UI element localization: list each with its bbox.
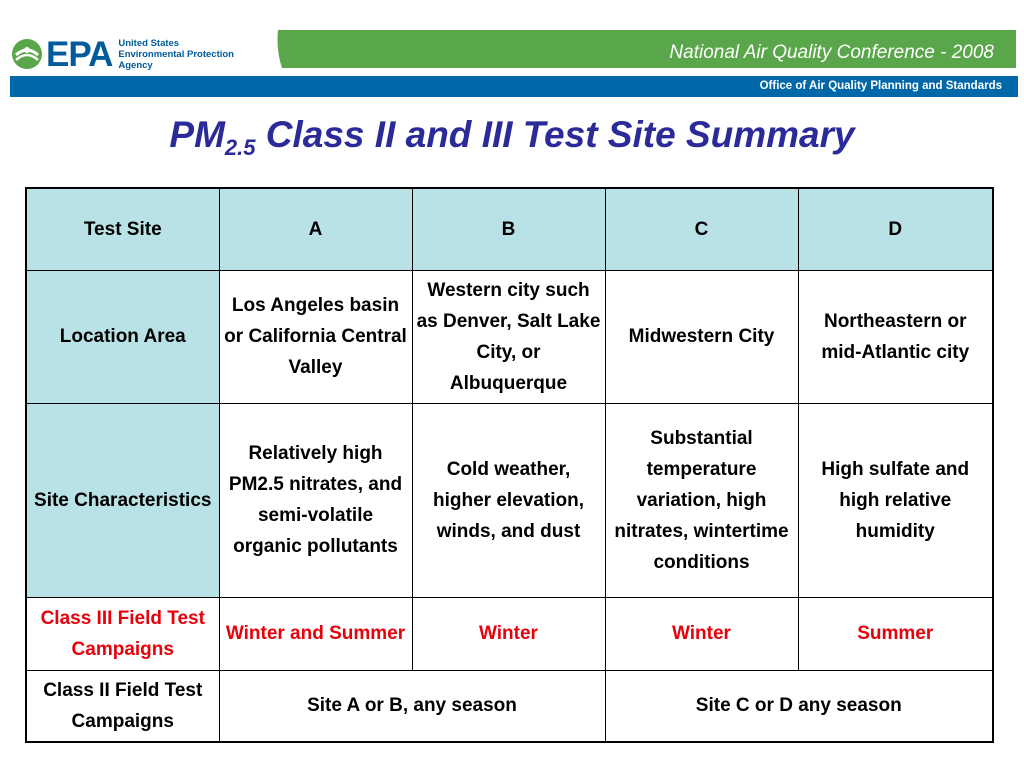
- location-label: Location Area: [26, 270, 219, 403]
- class3-c: Winter: [605, 597, 798, 670]
- header-site-d: D: [798, 188, 993, 270]
- class2-ab: Site A or B, any season: [219, 670, 605, 742]
- slide-title: $PM_{2.5}$ Class II and III Test Site Summary: [169, 114, 855, 160]
- class3-a: Winter and Summer: [219, 597, 412, 670]
- characteristics-d: High sulfate and high relative humidity: [798, 403, 993, 597]
- location-a: Los Angeles basin or California Central Valley: [219, 270, 412, 403]
- agency-name: United States Environmental Protection Agency: [118, 37, 234, 71]
- header-row: [26, 188, 993, 270]
- test-site-summary-table: [25, 187, 994, 743]
- characteristics-c: Substantial temperature variation, high nitrates, wintertime conditions: [605, 403, 798, 597]
- class2-label: Class II Field Test Campaigns: [26, 670, 219, 742]
- location-row: [26, 270, 993, 403]
- characteristics-a: Relatively high PM2.5 nitrates, and semi-volatile organic pollutants: [219, 403, 412, 597]
- office-name: Office of Air Quality Planning and Standards: [759, 80, 1002, 92]
- epa-wordmark: EPA: [46, 34, 113, 74]
- characteristics-label: Site Characteristics: [26, 403, 219, 597]
- location-b: Western city such as Denver, Salt Lake City, or Albuquerque: [412, 270, 605, 403]
- epa-logo: [10, 34, 272, 74]
- conference-title: National Air Quality Conference - 2008: [669, 42, 994, 63]
- header-test-site: Test Site: [26, 188, 219, 270]
- class3-row: [26, 597, 993, 670]
- characteristics-row: [26, 403, 993, 597]
- class3-d: Summer: [798, 597, 993, 670]
- class2-cd: Site C or D any season: [605, 670, 993, 742]
- location-c: Midwestern City: [605, 270, 798, 403]
- class3-b: Winter: [412, 597, 605, 670]
- epa-flower-icon: [10, 37, 44, 71]
- class3-label: Class III Field Test Campaigns: [26, 597, 219, 670]
- header-site-c: C: [605, 188, 798, 270]
- location-d: Northeastern or mid-Atlantic city: [798, 270, 993, 403]
- class2-row: [26, 670, 993, 742]
- characteristics-b: Cold weather, higher elevation, winds, and dust: [412, 403, 605, 597]
- header-site-b: B: [412, 188, 605, 270]
- header-site-a: A: [219, 188, 412, 270]
